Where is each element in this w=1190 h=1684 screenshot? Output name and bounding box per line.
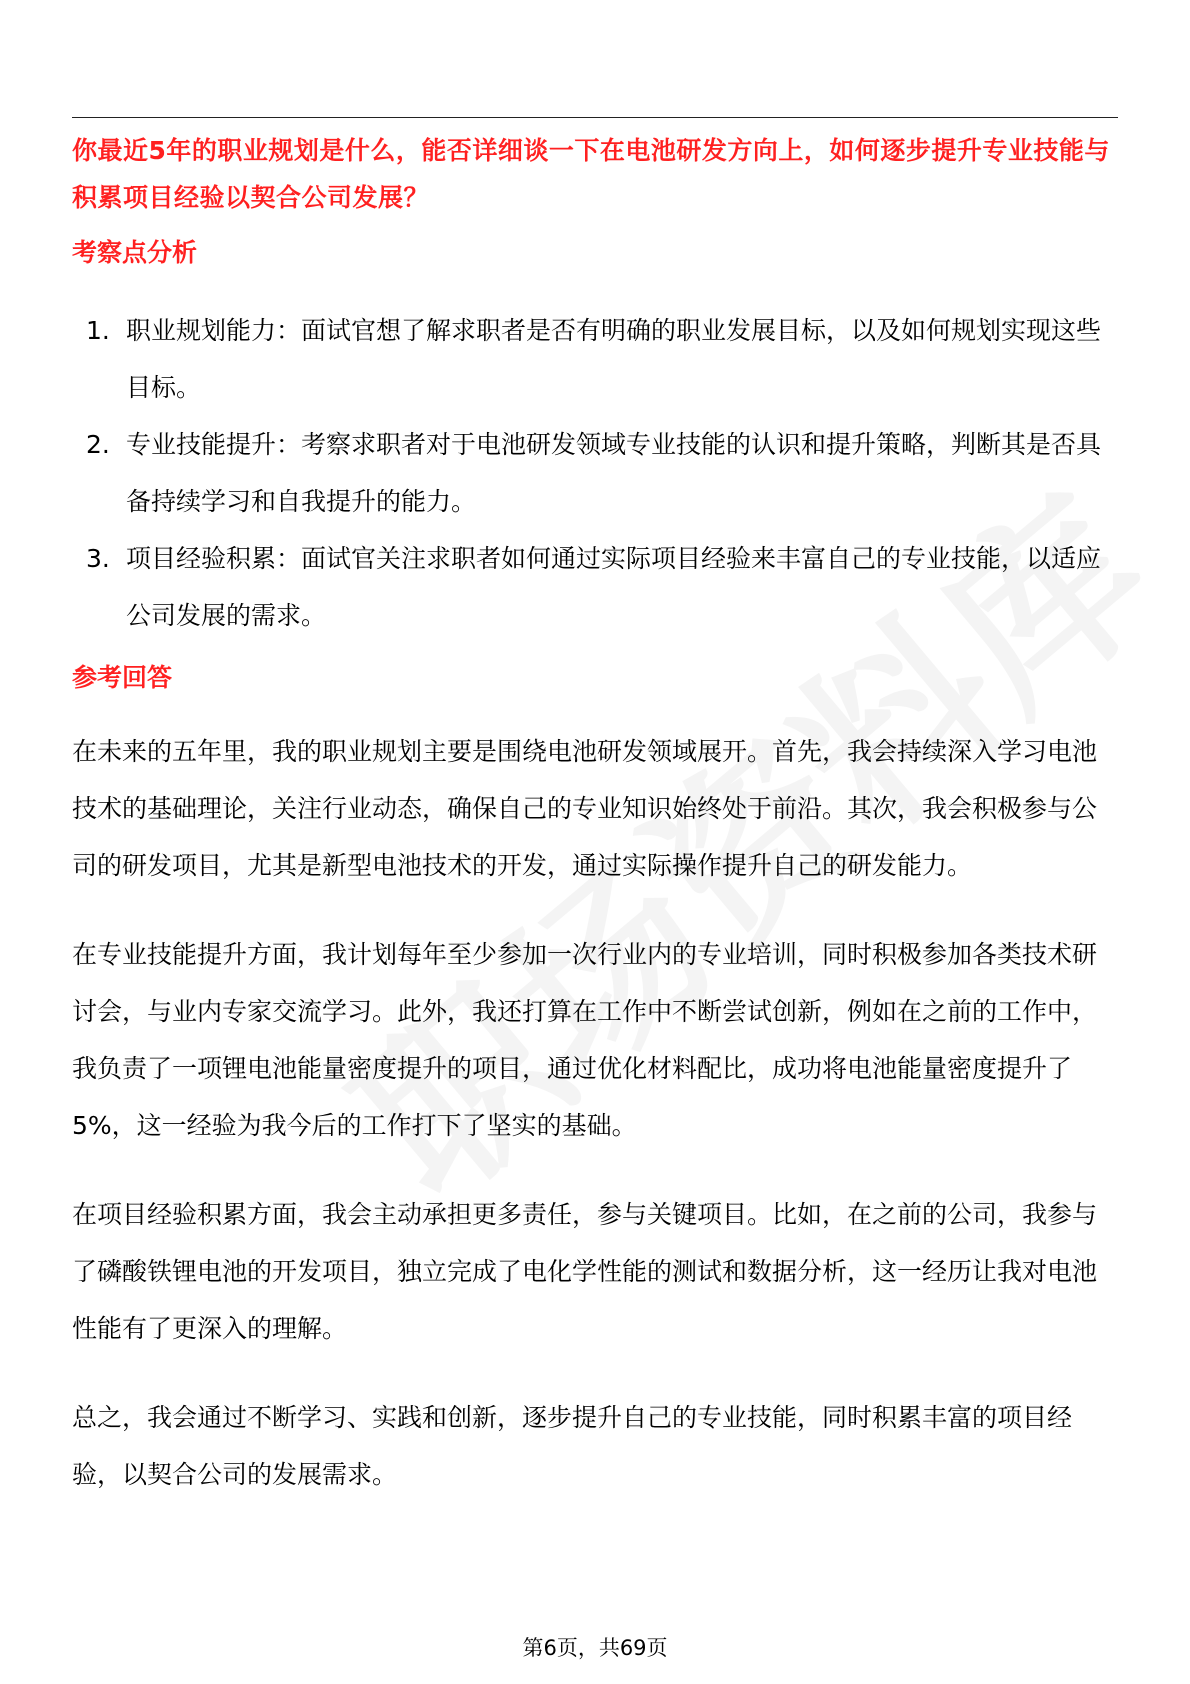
header-divider (72, 117, 1118, 118)
analysis-item-number: 1. (86, 316, 110, 345)
analysis-item-text: 项目经验积累：面试官关注求职者如何通过实际项目经验来丰富自己的专业技能，以适应公司发展的需求。 (126, 544, 1102, 630)
analysis-item-text: 职业规划能力：面试官想了解求职者是否有明确的职业发展目标，以及如何规划实现这些目标。 (126, 316, 1102, 402)
analysis-heading: 考察点分析 (72, 238, 198, 267)
answer-heading: 参考回答 (72, 663, 173, 692)
answer-paragraph: 在项目经验积累方面，我会主动承担更多责任，参与关键项目。比如，在之前的公司，我参与了磷酸铁锂电池的开发项目，独立完成了电化学性能的测试和数据分析，这一经历让我对电池性能有了更深入的理解。 (72, 1200, 1098, 1343)
analysis-item-number: 3. (86, 544, 110, 573)
analysis-item (72, 530, 1120, 644)
page-content (72, 127, 1120, 1503)
answer-paragraph: 总之，我会通过不断学习、实践和创新，逐步提升自己的专业技能，同时积累丰富的项目经验，以契合公司的发展需求。 (72, 1403, 1073, 1489)
page-number: 第6页，共69页 (522, 1636, 668, 1660)
analysis-item-text: 专业技能提升：考察求职者对于电池研发领域专业技能的认识和提升策略，判断其是否具备持续学习和自我提升的能力。 (126, 430, 1102, 516)
answer-paragraph: 在专业技能提升方面，我计划每年至少参加一次行业内的专业培训，同时积极参加各类技术研讨会，与业内专家交流学习。此外，我还打算在工作中不断尝试创新，例如在之前的工作中，我负责了一项锂电池能量密度提升的项目，通过优化材料配比，成功将电池能量密度提升了5%，这一经验为我今后的工作打下了坚实的基础。 (72, 940, 1098, 1140)
analysis-list (72, 302, 1120, 644)
analysis-item (72, 416, 1120, 530)
answer-body (72, 723, 1120, 1503)
answer-paragraph: 在未来的五年里，我的职业规划主要是围绕电池研发领域展开。首先，我会持续深入学习电池技术的基础理论，关注行业动态，确保自己的专业知识始终处于前沿。其次，我会积极参与公司的研发项目，尤其是新型电池技术的开发，通过实际操作提升自己的研发能力。 (72, 737, 1098, 880)
question-title: 你最近5年的职业规划是什么，能否详细谈一下在电池研发方向上，如何逐步提升专业技能与积累项目经验以契合公司发展？ (72, 136, 1110, 212)
analysis-item-number: 2. (86, 430, 110, 459)
analysis-item (72, 302, 1120, 416)
